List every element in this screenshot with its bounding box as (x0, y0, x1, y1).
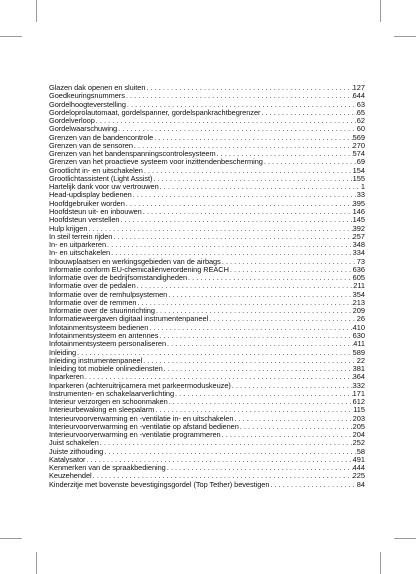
index-term: Glazen dak openen en sluiten (49, 84, 146, 92)
index-page-number: 33 (356, 191, 365, 200)
index-term: Grootlicht in- en uitschakelen (49, 166, 143, 175)
index-term: Gordelhoogteverstelling (49, 100, 126, 109)
index-term: Head-updisplay bedienen (49, 191, 132, 200)
index-entry (49, 134, 365, 142)
index-term: Interieurvoorverwarming en -ventilatie programmeren (49, 431, 221, 440)
index-list (49, 84, 365, 489)
dot-leader (158, 332, 352, 340)
dot-leader (221, 258, 357, 266)
dot-leader (166, 340, 353, 348)
dot-leader (269, 481, 356, 489)
dot-leader (92, 472, 353, 480)
index-page-number: 364 (352, 373, 365, 382)
index-entry (49, 233, 365, 241)
index-entry (49, 349, 365, 357)
index-term: Hulp krijgen (49, 224, 88, 233)
dot-leader (159, 183, 361, 191)
index-entry (49, 472, 365, 480)
index-entry (49, 423, 365, 431)
index-term: Hartelijk dank voor uw vertrouwen (49, 183, 159, 192)
index-entry (49, 274, 365, 282)
dot-leader (166, 464, 353, 472)
index-entry (49, 216, 365, 224)
index-page-number: 127 (352, 84, 365, 92)
crop-mark-top-right (380, 0, 381, 22)
index-page-number: 395 (352, 199, 365, 208)
dot-leader (152, 175, 352, 183)
index-term: Informatie over de bedrijfsomstandigheden (49, 274, 188, 283)
index-page-number: 63 (356, 100, 365, 109)
index-page-number: 145 (352, 216, 365, 225)
dot-leader (216, 150, 353, 158)
dot-leader (110, 249, 353, 257)
dot-leader (117, 125, 357, 133)
index-term: Grootlichtassistent (Light Assist) (49, 174, 153, 183)
crop-mark-top-left (36, 0, 37, 22)
index-term: Inleiding tot mobiele onlinediensten (49, 365, 163, 374)
index-term: Interieurvoorverwarming en -ventilatie in- en uitschakelen (49, 414, 234, 423)
index-term: Informatie over de pedalen (49, 282, 136, 291)
dot-leader (187, 274, 353, 282)
index-term: Hoofdsteun verstellen (49, 216, 120, 225)
index-page-number: 204 (352, 431, 365, 440)
index-term: Interieurbewaking en sleepalarm (49, 406, 155, 415)
dot-leader (103, 448, 357, 456)
index-entry (49, 225, 365, 233)
index-page-number: 211 (353, 282, 365, 291)
index-term: Infotainmentsysteem personaliseren (49, 340, 167, 349)
index-term: Inleiding instrumentenpaneel (49, 356, 143, 365)
index-entry (49, 282, 365, 290)
index-page-number: 569 (352, 133, 365, 142)
index-entry (49, 481, 365, 489)
index-entry (49, 266, 365, 274)
index-page-number: 334 (352, 249, 365, 258)
index-term: Kinderzitje met bovenste bevestigingsgordel (Top Tether) bevestigen (49, 480, 270, 489)
dot-leader (133, 142, 353, 150)
index-page-number: 491 (352, 455, 365, 464)
dot-leader (95, 117, 357, 125)
index-term: Informatie over de remmen (49, 298, 137, 307)
index-entry (49, 258, 365, 266)
index-page-number: 444 (352, 464, 365, 473)
index-page-number: 381 (352, 365, 365, 374)
index-page-number: 58 (356, 447, 365, 456)
dot-leader (229, 266, 353, 274)
index-page-number: 410 (352, 323, 365, 332)
dot-leader (208, 315, 357, 323)
dot-leader (260, 109, 356, 117)
index-term: Gordelwaarschuwing (49, 125, 118, 134)
index-page-number: 115 (353, 406, 365, 415)
index-term: Infotainmentsysteem bedienen (49, 323, 149, 332)
index-page-number: 26 (356, 315, 365, 324)
index-entry (49, 464, 365, 472)
index-entry (49, 340, 365, 348)
crop-mark-left-bottom (0, 538, 22, 539)
index-page-number: 65 (356, 108, 365, 117)
dot-leader (132, 191, 357, 199)
index-page-number: 209 (352, 307, 365, 316)
dot-leader (163, 365, 353, 373)
dot-leader (168, 398, 353, 406)
index-term: Hoofdgebruiker worden (49, 199, 125, 208)
index-entry (49, 241, 365, 249)
dot-leader (85, 456, 352, 464)
crop-mark-bottom-left (36, 552, 37, 574)
index-entry (49, 150, 365, 158)
index-term: Grenzen van het proactieve systeem voor inzittendenbescherming (49, 158, 263, 167)
index-page-number: 84 (356, 480, 365, 489)
index-page-number: 392 (352, 224, 365, 233)
index-term: Juiste zithouding (49, 447, 104, 456)
dot-leader (126, 101, 357, 109)
index-term: Kenmerken van de spraakbediening (49, 464, 166, 473)
index-page-number: 411 (353, 340, 365, 349)
dot-leader (125, 200, 353, 208)
index-page-number: 1 (360, 183, 365, 192)
dot-leader (84, 373, 353, 381)
index-term: Inparkeren (49, 373, 84, 382)
index-term: Inleiding (49, 348, 77, 357)
index-term: Grenzen van het bandenspanningscontrolesysteem (49, 150, 216, 159)
index-page-number: 73 (356, 257, 365, 266)
dot-leader (119, 216, 352, 224)
index-term: Keuzehendel (49, 472, 92, 481)
index-entry (49, 191, 365, 199)
index-page-number: 203 (352, 414, 365, 423)
index-term: Katalysator (49, 455, 86, 464)
dot-leader (76, 349, 353, 357)
dot-leader (125, 92, 353, 100)
index-term: In- en uitparkeren (49, 241, 107, 250)
dot-leader (239, 423, 353, 431)
index-term: Informatie over de stuurinrichting (49, 307, 155, 316)
index-entry (49, 448, 365, 456)
index-term: Gordelverloop (49, 117, 95, 126)
index-entry (49, 357, 365, 365)
index-term: Inparkeren (achteruitrijcamera met parkeermoduskeuze) (49, 381, 231, 390)
index-entry (49, 324, 365, 332)
dot-leader (99, 439, 353, 447)
dot-leader (148, 324, 352, 332)
index-entry (49, 183, 365, 191)
index-term: Informatie over de remhulpsystemen (49, 290, 168, 299)
index-page-number: 636 (352, 265, 365, 274)
index-entry (49, 142, 365, 150)
dot-leader (263, 158, 357, 166)
dot-leader (167, 291, 352, 299)
index-entry (49, 291, 365, 299)
index-term: In- en uitschakelen (49, 249, 111, 258)
dot-leader (153, 134, 353, 142)
index-entry (49, 299, 365, 307)
index-entry (49, 431, 365, 439)
index-term: Informatie conform EU-chemicaliënverordening REACH (49, 265, 229, 274)
index-page-number: 146 (352, 207, 365, 216)
dot-leader (221, 431, 353, 439)
index-page-number: 630 (352, 331, 365, 340)
index-entry (49, 406, 365, 414)
index-page-number: 22 (356, 356, 365, 365)
dot-leader (154, 406, 353, 414)
index-page-number: 257 (352, 232, 365, 241)
index-term: Goedkeuringsnummers (49, 92, 125, 101)
index-page-number: 205 (352, 422, 365, 431)
dot-leader (155, 307, 353, 315)
dot-leader (143, 167, 353, 175)
dot-leader (87, 225, 352, 233)
index-term: Interieur verzorgen en schoonmaken (49, 398, 168, 407)
index-page-number: 155 (352, 174, 365, 183)
dot-leader (174, 390, 353, 398)
index-entry (49, 158, 365, 166)
index-page-number: 354 (352, 290, 365, 299)
index-page-number: 62 (356, 117, 365, 126)
index-page-number: 60 (356, 125, 365, 134)
index-entry (49, 456, 365, 464)
dot-leader (145, 84, 352, 92)
crop-mark-right-bottom (394, 538, 416, 539)
dot-leader (112, 233, 352, 241)
index-entry (49, 249, 365, 257)
index-entry (49, 390, 365, 398)
index-entry (49, 315, 365, 323)
dot-leader (142, 357, 357, 365)
index-page-number: 574 (352, 150, 365, 159)
index-term: Grenzen van de bandencontrole (49, 133, 154, 142)
index-entry (49, 200, 365, 208)
dot-leader (231, 382, 353, 390)
dot-leader (233, 415, 352, 423)
index-entry (49, 109, 365, 117)
index-entry (49, 415, 365, 423)
index-term: Interieurvoorverwarming en -ventilatie op afstand bedienen (49, 422, 239, 431)
index-entry (49, 92, 365, 100)
crop-mark-right-top (394, 36, 416, 37)
index-term: Inbouwplaatsen en werkingsgebieden van de airbags (49, 257, 221, 266)
index-page-number: 69 (356, 158, 365, 167)
index-entry (49, 175, 365, 183)
index-entry (49, 382, 365, 390)
index-page-number: 154 (352, 166, 365, 175)
index-term: Hoofdsteun uit- en inbouwen (49, 207, 142, 216)
dot-leader (142, 208, 353, 216)
index-term: Gordeloprolautomaat, gordelspanner, gordelspankrachtbegrenzer (49, 108, 261, 117)
index-entry (49, 117, 365, 125)
index-page-number: 213 (352, 298, 365, 307)
index-term: Grenzen van de sensoren (49, 141, 133, 150)
index-entry (49, 398, 365, 406)
dot-leader (106, 241, 353, 249)
index-page-number: 605 (352, 274, 365, 283)
index-page-number: 612 (352, 398, 365, 407)
index-entry (49, 125, 365, 133)
index-page-number: 589 (352, 348, 365, 357)
crop-mark-bottom-right (380, 552, 381, 574)
index-entry (49, 365, 365, 373)
index-page-number: 171 (352, 389, 365, 398)
index-term: In steil terrein rijden (49, 232, 113, 241)
index-entry (49, 373, 365, 381)
index-page-number: 225 (352, 472, 365, 481)
index-entry (49, 439, 365, 447)
index-page-number: 270 (352, 141, 365, 150)
index-term: Infotainmentsysteem en antennes (49, 331, 159, 340)
index-term: Informatieweergaven digitaal instrumentenpaneel (49, 315, 209, 324)
index-entry (49, 167, 365, 175)
index-page-number: 644 (352, 92, 365, 101)
index-page-number: 332 (352, 381, 365, 390)
dot-leader (136, 299, 352, 307)
dot-leader (136, 282, 354, 290)
index-term: Instrumenten- en schakelaarverlichting (49, 389, 175, 398)
index-entry (49, 208, 365, 216)
index-entry (49, 101, 365, 109)
index-entry (49, 84, 365, 92)
index-page-number: 348 (352, 241, 365, 250)
index-page-number: 252 (352, 439, 365, 448)
index-entry (49, 332, 365, 340)
index-entry (49, 307, 365, 315)
index-term: Juist schakelen (49, 439, 99, 448)
crop-mark-left-top (0, 36, 22, 37)
